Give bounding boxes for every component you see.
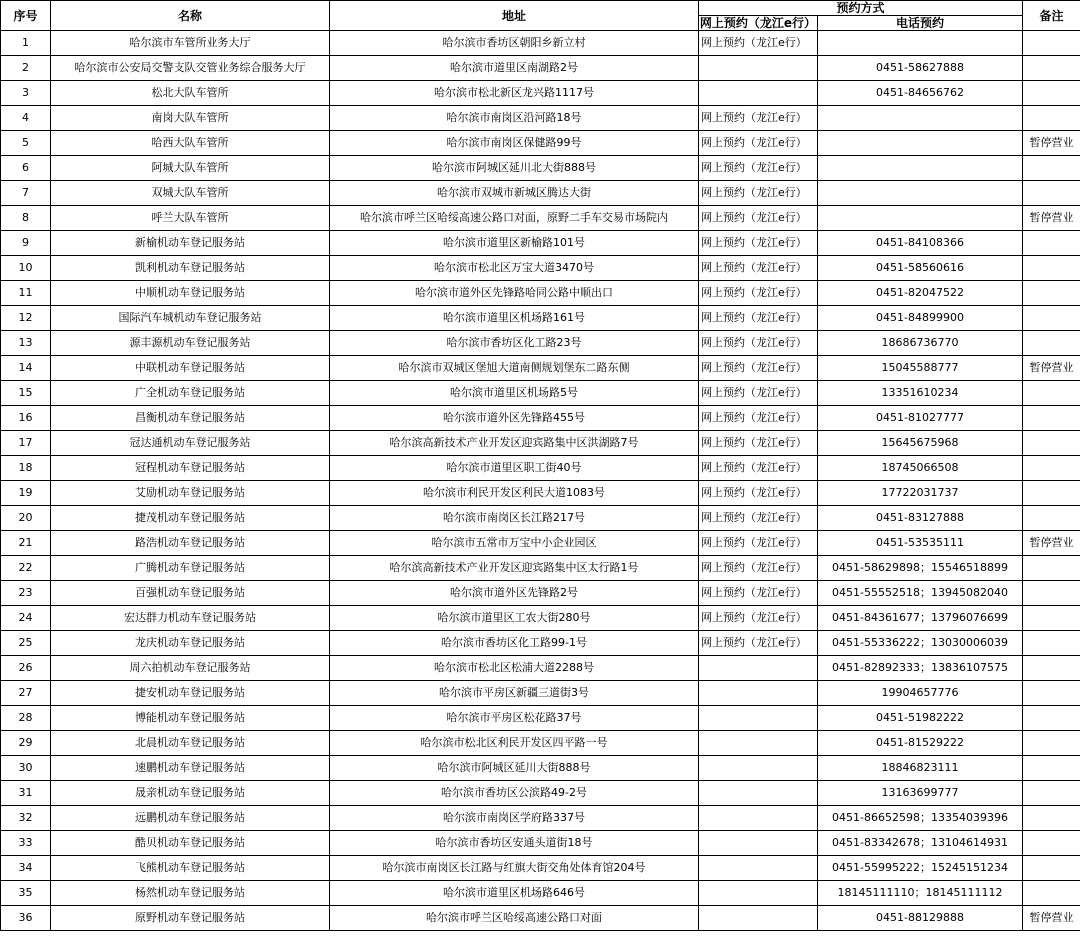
row-online [699, 681, 818, 706]
row-phone: 17722031737 [818, 481, 1023, 506]
row-remark [1023, 306, 1080, 331]
row-seq: 18 [1, 456, 51, 481]
row-online: 网上预约（龙江e行） [699, 531, 818, 556]
row-phone: 0451-84656762 [818, 81, 1023, 106]
row-seq: 4 [1, 106, 51, 131]
row-phone: 0451-53535111 [818, 531, 1023, 556]
table-row [1, 431, 1080, 456]
row-online: 网上预约（龙江e行） [699, 181, 818, 206]
table-row [1, 131, 1080, 156]
row-online: 网上预约（龙江e行） [699, 231, 818, 256]
row-name: 哈尔滨市车管所业务大厅 [51, 31, 330, 56]
row-name: 杨然机动车登记服务站 [51, 881, 330, 906]
row-phone [818, 31, 1023, 56]
table-row [1, 756, 1080, 781]
row-remark [1023, 506, 1080, 531]
row-phone: 0451-88129888 [818, 906, 1023, 931]
row-phone: 18846823111 [818, 756, 1023, 781]
row-address: 哈尔滨市利民开发区利民大道1083号 [330, 481, 699, 506]
row-phone: 0451-82892333；13836107575 [818, 656, 1023, 681]
table-row [1, 581, 1080, 606]
row-seq: 36 [1, 906, 51, 931]
row-address: 哈尔滨市双城市新城区腾达大街 [330, 181, 699, 206]
row-remark [1023, 156, 1080, 181]
row-phone [818, 131, 1023, 156]
row-phone: 18145111110；18145111112 [818, 881, 1023, 906]
table-body [1, 31, 1080, 931]
row-seq: 1 [1, 31, 51, 56]
table-row [1, 881, 1080, 906]
row-online: 网上预约（龙江e行） [699, 356, 818, 381]
row-online [699, 831, 818, 856]
row-address: 哈尔滨高新技术产业开发区迎宾路集中区太行路1号 [330, 556, 699, 581]
row-address: 哈尔滨市道里区工农大街280号 [330, 606, 699, 631]
table-row [1, 281, 1080, 306]
header-name: 名称 [51, 1, 330, 31]
row-remark [1023, 481, 1080, 506]
row-address: 哈尔滨市香坊区朝阳乡新立村 [330, 31, 699, 56]
row-name: 中联机动车登记服务站 [51, 356, 330, 381]
row-name: 远鹏机动车登记服务站 [51, 806, 330, 831]
row-remark [1023, 606, 1080, 631]
row-name: 源丰源机动车登记服务站 [51, 331, 330, 356]
row-address: 哈尔滨市道里区南湖路2号 [330, 56, 699, 81]
row-remark [1023, 456, 1080, 481]
row-remark [1023, 31, 1080, 56]
table-row [1, 706, 1080, 731]
row-remark [1023, 231, 1080, 256]
row-seq: 29 [1, 731, 51, 756]
row-phone [818, 181, 1023, 206]
table-row [1, 381, 1080, 406]
row-remark [1023, 56, 1080, 81]
table-row [1, 56, 1080, 81]
table-row [1, 356, 1080, 381]
row-name: 博能机动车登记服务站 [51, 706, 330, 731]
row-online [699, 656, 818, 681]
table-row [1, 506, 1080, 531]
table-row [1, 231, 1080, 256]
row-address: 哈尔滨市南岗区长江路217号 [330, 506, 699, 531]
row-remark [1023, 106, 1080, 131]
row-phone: 0451-81027777 [818, 406, 1023, 431]
row-address: 哈尔滨市道外区先锋路2号 [330, 581, 699, 606]
row-seq: 26 [1, 656, 51, 681]
row-phone: 0451-84108366 [818, 231, 1023, 256]
table-row [1, 406, 1080, 431]
row-phone: 0451-83342678；13104614931 [818, 831, 1023, 856]
row-name: 冠程机动车登记服务站 [51, 456, 330, 481]
table-row [1, 181, 1080, 206]
table-row [1, 681, 1080, 706]
row-phone: 0451-81529222 [818, 731, 1023, 756]
row-name: 飞熊机动车登记服务站 [51, 856, 330, 881]
row-online: 网上预约（龙江e行） [699, 481, 818, 506]
table-row [1, 256, 1080, 281]
row-online: 网上预约（龙江e行） [699, 131, 818, 156]
row-address: 哈尔滨市平房区新疆三道街3号 [330, 681, 699, 706]
row-remark: 暂停营业 [1023, 356, 1080, 381]
row-remark [1023, 581, 1080, 606]
row-seq: 10 [1, 256, 51, 281]
row-online: 网上预约（龙江e行） [699, 581, 818, 606]
row-phone [818, 156, 1023, 181]
row-address: 哈尔滨市南岗区学府路337号 [330, 806, 699, 831]
row-remark [1023, 681, 1080, 706]
row-seq: 30 [1, 756, 51, 781]
row-name: 呼兰大队车管所 [51, 206, 330, 231]
row-online: 网上预约（龙江e行） [699, 306, 818, 331]
row-address: 哈尔滨市平房区松花路37号 [330, 706, 699, 731]
row-address: 哈尔滨市阿城区延川大街888号 [330, 756, 699, 781]
row-remark [1023, 181, 1080, 206]
row-seq: 8 [1, 206, 51, 231]
row-phone: 18745066508 [818, 456, 1023, 481]
row-remark [1023, 856, 1080, 881]
row-online [699, 881, 818, 906]
table-row [1, 656, 1080, 681]
row-phone: 15645675968 [818, 431, 1023, 456]
row-address: 哈尔滨市松北区利民开发区四平路一号 [330, 731, 699, 756]
row-online: 网上预约（龙江e行） [699, 31, 818, 56]
table-row [1, 306, 1080, 331]
row-name: 双城大队车管所 [51, 181, 330, 206]
row-address: 哈尔滨市道里区新榆路101号 [330, 231, 699, 256]
row-remark [1023, 706, 1080, 731]
row-name: 酷贝机动车登记服务站 [51, 831, 330, 856]
table-row [1, 906, 1080, 931]
row-remark [1023, 881, 1080, 906]
row-remark [1023, 381, 1080, 406]
row-name: 路浩机动车登记服务站 [51, 531, 330, 556]
row-seq: 28 [1, 706, 51, 731]
row-online: 网上预约（龙江e行） [699, 556, 818, 581]
table-row [1, 481, 1080, 506]
row-remark: 暂停营业 [1023, 531, 1080, 556]
row-seq: 13 [1, 331, 51, 356]
row-name: 凯利机动车登记服务站 [51, 256, 330, 281]
row-name: 捷安机动车登记服务站 [51, 681, 330, 706]
row-remark [1023, 331, 1080, 356]
row-phone: 0451-83127888 [818, 506, 1023, 531]
row-phone: 0451-84361677；13796076699 [818, 606, 1023, 631]
row-phone: 18686736770 [818, 331, 1023, 356]
row-name: 捷茂机动车登记服务站 [51, 506, 330, 531]
table-header [1, 1, 1080, 31]
row-phone: 15045588777 [818, 356, 1023, 381]
row-online: 网上预约（龙江e行） [699, 506, 818, 531]
row-name: 国际汽车城机动车登记服务站 [51, 306, 330, 331]
row-address: 哈尔滨市道外区先锋路455号 [330, 406, 699, 431]
row-name: 宏达群力机动车登记服务站 [51, 606, 330, 631]
row-seq: 15 [1, 381, 51, 406]
row-address: 哈尔滨市香坊区公滨路49-2号 [330, 781, 699, 806]
row-phone [818, 106, 1023, 131]
row-address: 哈尔滨市松北新区龙兴路1117号 [330, 81, 699, 106]
row-name: 北晨机动车登记服务站 [51, 731, 330, 756]
row-seq: 11 [1, 281, 51, 306]
row-online [699, 731, 818, 756]
table-row [1, 531, 1080, 556]
row-address: 哈尔滨市道里区机场路5号 [330, 381, 699, 406]
row-name: 松北大队车管所 [51, 81, 330, 106]
row-seq: 2 [1, 56, 51, 81]
row-phone: 0451-58560616 [818, 256, 1023, 281]
table-row [1, 206, 1080, 231]
row-seq: 22 [1, 556, 51, 581]
row-address: 哈尔滨市呼兰区哈绥高速公路口对面 [330, 906, 699, 931]
row-seq: 9 [1, 231, 51, 256]
row-seq: 24 [1, 606, 51, 631]
row-address: 哈尔滨市道里区机场路646号 [330, 881, 699, 906]
row-name: 龙庆机动车登记服务站 [51, 631, 330, 656]
header-remark: 备注 [1023, 1, 1080, 31]
row-name: 昌衡机动车登记服务站 [51, 406, 330, 431]
row-seq: 12 [1, 306, 51, 331]
row-remark [1023, 756, 1080, 781]
row-remark [1023, 431, 1080, 456]
row-online [699, 81, 818, 106]
row-seq: 17 [1, 431, 51, 456]
row-seq: 21 [1, 531, 51, 556]
row-online [699, 756, 818, 781]
row-seq: 20 [1, 506, 51, 531]
row-phone: 0451-51982222 [818, 706, 1023, 731]
row-seq: 34 [1, 856, 51, 881]
table-row [1, 831, 1080, 856]
row-address: 哈尔滨市南岗区长江路与红旗大街交角处体育馆204号 [330, 856, 699, 881]
row-seq: 23 [1, 581, 51, 606]
row-remark [1023, 81, 1080, 106]
row-online: 网上预约（龙江e行） [699, 431, 818, 456]
row-online: 网上预约（龙江e行） [699, 256, 818, 281]
row-address: 哈尔滨市香坊区化工路99-1号 [330, 631, 699, 656]
row-address: 哈尔滨市双城区堡旭大道南侧规划堡东二路东侧 [330, 356, 699, 381]
row-seq: 27 [1, 681, 51, 706]
header-phone: 电话预约 [818, 16, 1023, 31]
table-row [1, 856, 1080, 881]
table-row [1, 806, 1080, 831]
row-online: 网上预约（龙江e行） [699, 331, 818, 356]
row-phone: 0451-86652598；13354039396 [818, 806, 1023, 831]
row-online: 网上预约（龙江e行） [699, 206, 818, 231]
row-address: 哈尔滨市呼兰区哈绥高速公路口对面，原野二手车交易市场院内 [330, 206, 699, 231]
row-online: 网上预约（龙江e行） [699, 406, 818, 431]
row-remark [1023, 781, 1080, 806]
table-row [1, 106, 1080, 131]
row-seq: 7 [1, 181, 51, 206]
table-row [1, 331, 1080, 356]
row-seq: 25 [1, 631, 51, 656]
header-booking: 预约方式 [699, 1, 1023, 16]
row-address: 哈尔滨市香坊区安通头道街18号 [330, 831, 699, 856]
table-row [1, 731, 1080, 756]
row-phone: 0451-55336222；13030006039 [818, 631, 1023, 656]
row-remark: 暂停营业 [1023, 131, 1080, 156]
row-online [699, 806, 818, 831]
row-seq: 6 [1, 156, 51, 181]
row-online: 网上预约（龙江e行） [699, 381, 818, 406]
row-address: 哈尔滨市松北区万宝大道3470号 [330, 256, 699, 281]
row-name: 周六拍机动车登记服务站 [51, 656, 330, 681]
row-name: 广腾机动车登记服务站 [51, 556, 330, 581]
table-row [1, 156, 1080, 181]
row-online [699, 56, 818, 81]
table-row [1, 31, 1080, 56]
table-row [1, 456, 1080, 481]
row-seq: 31 [1, 781, 51, 806]
row-online [699, 856, 818, 881]
row-phone [818, 206, 1023, 231]
row-name: 冠达通机动车登记服务站 [51, 431, 330, 456]
row-address: 哈尔滨市南岗区沿河路18号 [330, 106, 699, 131]
row-name: 原野机动车登记服务站 [51, 906, 330, 931]
table-row [1, 606, 1080, 631]
row-name: 速鹏机动车登记服务站 [51, 756, 330, 781]
row-phone: 0451-55995222；15245151234 [818, 856, 1023, 881]
row-phone: 19904657776 [818, 681, 1023, 706]
row-address: 哈尔滨高新技术产业开发区迎宾路集中区洪湖路7号 [330, 431, 699, 456]
table-row [1, 556, 1080, 581]
row-online: 网上预约（龙江e行） [699, 281, 818, 306]
row-remark [1023, 281, 1080, 306]
row-phone: 0451-58629898；15546518899 [818, 556, 1023, 581]
row-address: 哈尔滨市阿城区延川北大街888号 [330, 156, 699, 181]
row-remark [1023, 806, 1080, 831]
row-phone: 0451-82047522 [818, 281, 1023, 306]
row-address: 哈尔滨市南岗区保健路99号 [330, 131, 699, 156]
row-seq: 3 [1, 81, 51, 106]
row-name: 广全机动车登记服务站 [51, 381, 330, 406]
row-name: 哈尔滨市公安局交警支队交管业务综合服务大厅 [51, 56, 330, 81]
row-remark [1023, 631, 1080, 656]
row-online: 网上预约（龙江e行） [699, 631, 818, 656]
table-row [1, 81, 1080, 106]
row-phone: 13351610234 [818, 381, 1023, 406]
row-online [699, 781, 818, 806]
table-row [1, 781, 1080, 806]
row-address: 哈尔滨市五常市万宝中小企业园区 [330, 531, 699, 556]
row-name: 阿城大队车管所 [51, 156, 330, 181]
row-name: 晟亲机动车登记服务站 [51, 781, 330, 806]
row-name: 哈西大队车管所 [51, 131, 330, 156]
row-seq: 5 [1, 131, 51, 156]
row-name: 百强机动车登记服务站 [51, 581, 330, 606]
row-name: 南岗大队车管所 [51, 106, 330, 131]
row-remark: 暂停营业 [1023, 206, 1080, 231]
header-online: 网上预约（龙江e行） [699, 16, 817, 30]
row-online: 网上预约（龙江e行） [699, 606, 818, 631]
row-seq: 14 [1, 356, 51, 381]
row-seq: 32 [1, 806, 51, 831]
row-phone: 0451-84899900 [818, 306, 1023, 331]
row-phone: 0451-55552518；13945082040 [818, 581, 1023, 606]
row-address: 哈尔滨市香坊区化工路23号 [330, 331, 699, 356]
table-row [1, 631, 1080, 656]
row-online [699, 706, 818, 731]
row-remark [1023, 831, 1080, 856]
row-online: 网上预约（龙江e行） [699, 456, 818, 481]
row-seq: 33 [1, 831, 51, 856]
row-seq: 16 [1, 406, 51, 431]
row-phone: 0451-58627888 [818, 56, 1023, 81]
row-name: 新榆机动车登记服务站 [51, 231, 330, 256]
row-seq: 35 [1, 881, 51, 906]
row-remark [1023, 406, 1080, 431]
row-seq: 19 [1, 481, 51, 506]
row-remark [1023, 256, 1080, 281]
row-remark: 暂停营业 [1023, 906, 1080, 931]
row-online: 网上预约（龙江e行） [699, 156, 818, 181]
row-address: 哈尔滨市道外区先锋路哈同公路中顺出口 [330, 281, 699, 306]
row-remark [1023, 731, 1080, 756]
row-online [699, 906, 818, 931]
row-name: 艾励机动车登记服务站 [51, 481, 330, 506]
header-address: 地址 [330, 1, 699, 31]
row-address: 哈尔滨市道里区机场路161号 [330, 306, 699, 331]
header-seq: 序号 [1, 1, 51, 31]
row-online: 网上预约（龙江e行） [699, 106, 818, 131]
row-remark [1023, 556, 1080, 581]
row-name: 中顺机动车登记服务站 [51, 281, 330, 306]
row-address: 哈尔滨市松北区松浦大道2288号 [330, 656, 699, 681]
row-address: 哈尔滨市道里区职工街40号 [330, 456, 699, 481]
row-remark [1023, 656, 1080, 681]
row-phone: 13163699777 [818, 781, 1023, 806]
